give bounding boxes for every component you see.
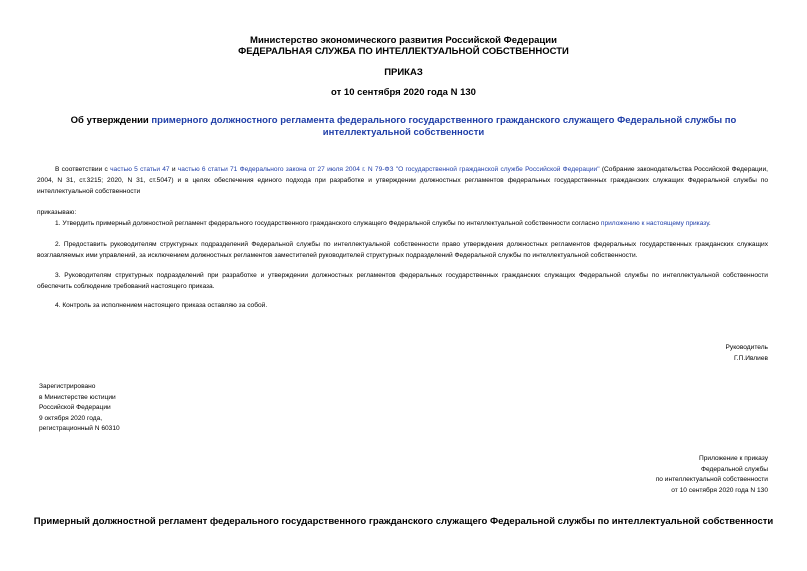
doc-type: ПРИКАЗ: [384, 67, 423, 78]
item-3: 3. Руководителям структурных подразделений при разработке и утверждении должностных регламентов федеральных государственных гражданских служащих Федеральной службы по интеллектуальной собственности обеспечить соблюдение требований настоящего приказа.: [37, 272, 768, 290]
title-link[interactable]: примерного должностного регламента федерального государственного гражданского служащего Федеральной службы по интеллектуальной собственности: [151, 115, 737, 138]
title-prefix: Об утверждении: [70, 115, 152, 126]
appendix-ref-line: Приложение к приказу: [698, 455, 768, 462]
registration-line: Зарегистрировано: [39, 383, 96, 390]
doc-date-number: от 10 сентября 2020 года N 130: [331, 87, 476, 98]
registration-line: в Министерстве юстиции: [39, 393, 116, 401]
preamble-text-1: В соответствии с: [55, 166, 111, 173]
appendix-link[interactable]: приложению к настоящему приказу: [600, 220, 709, 227]
item-4: 4. Контроль за исполнением настоящего приказа оставляю за собой.: [55, 302, 268, 309]
signature-name: Г.П.Ивлиев: [734, 354, 768, 362]
service-name: ФЕДЕРАЛЬНАЯ СЛУЖБА ПО ИНТЕЛЛЕКТУАЛЬНОЙ СОБСТВЕННОСТИ: [238, 46, 569, 57]
item-1-end: .: [708, 220, 711, 227]
appendix-ref-line: Федеральной службы: [700, 465, 768, 473]
appendix-title: Примерный должностной регламент федерального государственного гражданского служащего Федеральной службы по интеллектуальной собственности: [33, 516, 774, 527]
order-word: приказываю:: [37, 209, 77, 216]
preamble-text-2: и: [169, 166, 178, 173]
signature-position: Руководитель: [725, 344, 768, 351]
preamble-link-2[interactable]: частью 6 статьи 71 Федерального закона от 27 июля 2004 г. N 79-ФЗ "О государственной гражданской службе Российской Федерации": [177, 166, 600, 173]
signature-block: [726, 343, 768, 364]
registration-line: 9 октября 2020 года,: [39, 414, 103, 422]
item-1: [37, 218, 768, 229]
preamble-paragraph: [37, 164, 768, 197]
registration-block: [39, 382, 120, 435]
ministry-name: Министерство экономического развития Российской Федерации: [250, 35, 557, 46]
registration-line: Российской Федерации: [39, 404, 111, 411]
preamble-text-3: (Собрание законодательства Российской Федерации, 2004, N 31, ст.3215; 2020, N 31, ст.5047) и в целях обеспечения единого подхода при разработке и утверждении должностных регламентов федеральных государственных гражданских служащих Федеральной службы по интеллектуальной собственности: [37, 166, 769, 195]
item-2: 2. Предоставить руководителям структурных подразделений Федеральной службы по интеллектуальной собственности право утверждения должностных регламентов федеральных государственных гражданских служащих возглавляемых ими управлений, за исключением должностных регламентов заместителей руководителей структурных подразделений Федеральной службы по интеллектуальной собственности.: [37, 241, 768, 259]
appendix-ref-line: по интеллектуальной собственности: [655, 476, 768, 483]
item-1-text: 1. Утвердить примерный должностной регламент федерального государственного гражданского служащего Федеральной службы по интеллектуальной собственности согласно: [55, 220, 601, 227]
appendix-reference-block: [656, 454, 768, 496]
registration-line: регистрационный N 60310: [39, 425, 120, 432]
appendix-ref-line: от 10 сентября 2020 года N 130: [671, 486, 768, 494]
doc-title: [40, 115, 767, 139]
preamble-link-1[interactable]: частью 5 статьи 47: [110, 166, 170, 173]
